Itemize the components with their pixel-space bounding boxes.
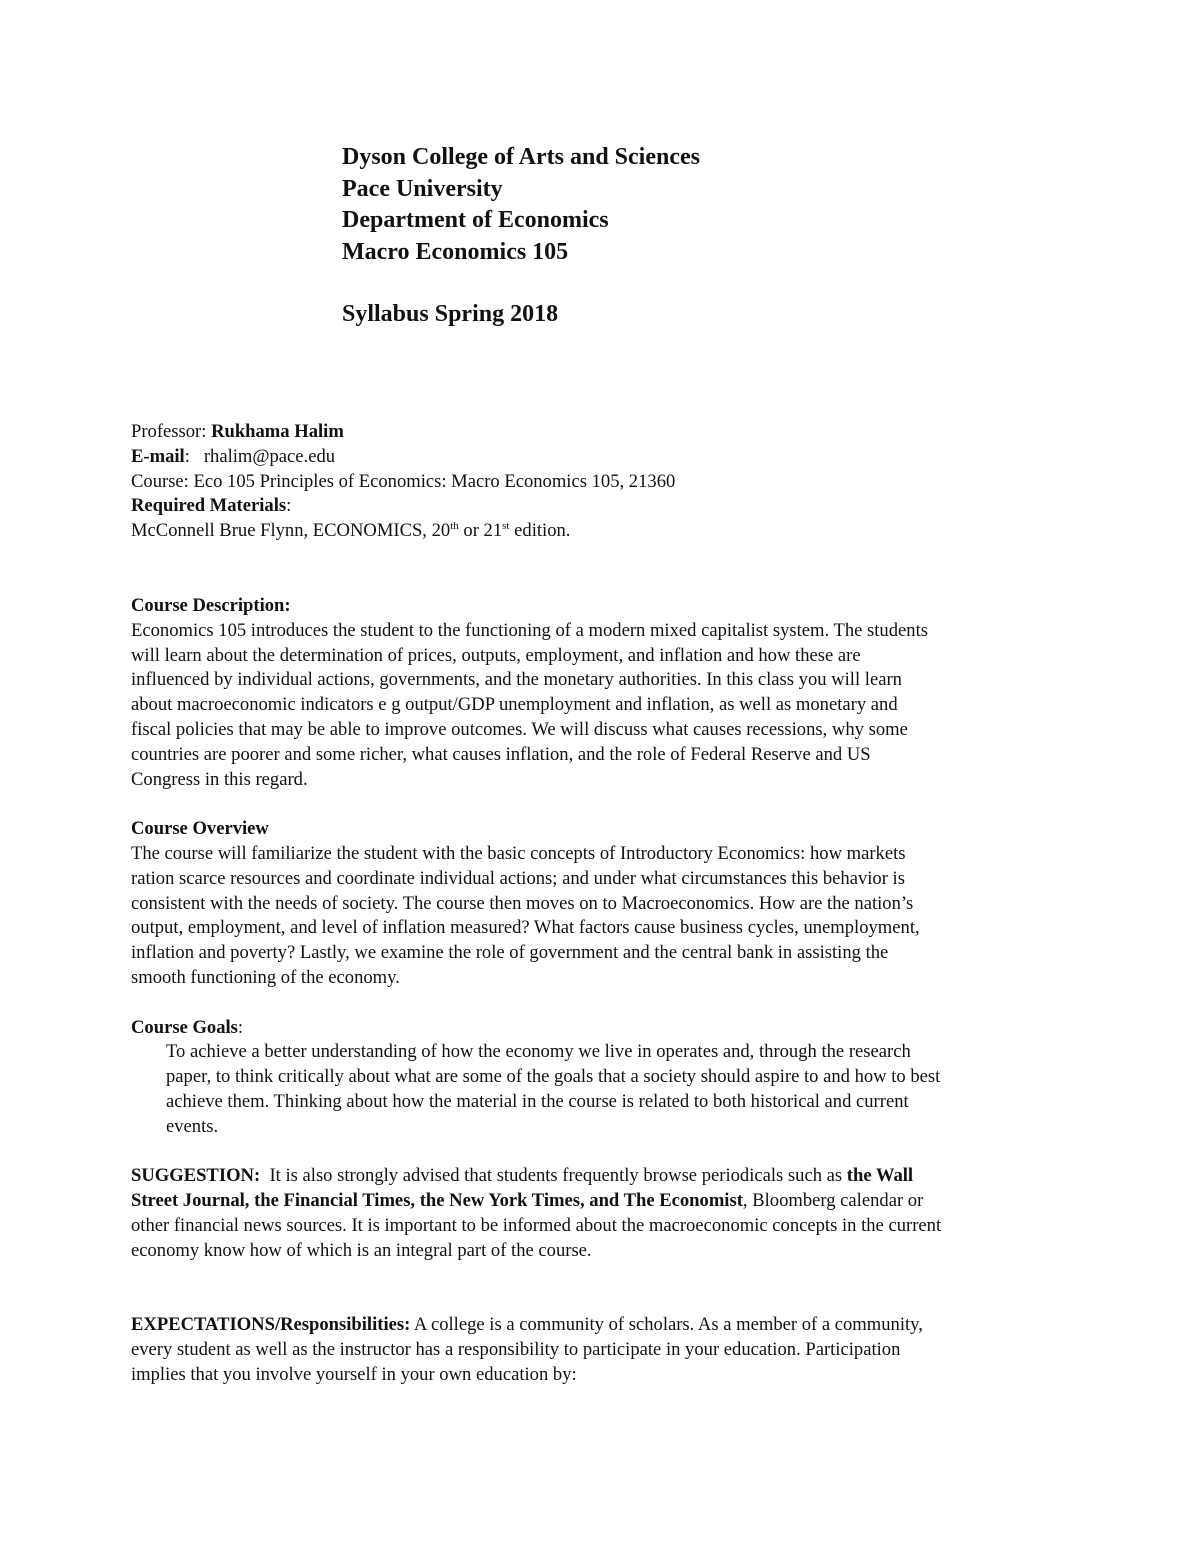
description-title: Course Description:	[131, 594, 291, 616]
overview-line: output, employment, and level of inflation measured? What factors cause business cycles, unemployment,	[131, 917, 920, 939]
spacer	[131, 792, 1076, 817]
expectations-label: EXPECTATIONS/Responsibilities:	[131, 1314, 411, 1336]
college-name: Dyson College of Arts and Sciences	[342, 144, 700, 170]
expectations-line: implies that you involve yourself in your own education by:	[131, 1363, 577, 1385]
materials-label: Required Materials	[131, 495, 287, 517]
goals-line: To achieve a better understanding of how the economy we live in operates and, through the research	[166, 1041, 911, 1063]
materials-label-line	[131, 494, 1076, 519]
overview-line: consistent with the needs of society. The course then moves on to Macroeconomics. How are the nation’s	[131, 892, 914, 914]
materials-line	[131, 519, 1076, 544]
syllabus-title: Syllabus Spring 2018	[342, 301, 559, 327]
spacer	[131, 1140, 1076, 1165]
professor-name: Rukhama Halim	[211, 421, 344, 442]
suggestion-label: SUGGESTION:	[131, 1165, 261, 1187]
description-line: Economics 105 introduces the student to the functioning of a modern mixed capitalist system. The students	[131, 619, 928, 641]
goals-title-line	[131, 1016, 1076, 1041]
suggestion-paragraph	[131, 1164, 1076, 1263]
expectations-line	[131, 1313, 1076, 1338]
goals-colon: :	[237, 1016, 244, 1038]
overview-paragraph	[131, 842, 1076, 991]
department-name: Department of Economics	[342, 207, 609, 233]
email-label: E-mail	[131, 445, 185, 467]
suggestion-line	[131, 1164, 1076, 1189]
email-value: rhalim@pace.edu	[203, 445, 336, 467]
overview-line: smooth functioning of the economy.	[131, 966, 400, 988]
suggestion-text: , Bloomberg calendar or	[742, 1190, 924, 1212]
description-line: countries are poorer and some richer, what causes inflation, and the role of Federal Reserve and US	[131, 743, 871, 765]
materials-sup-st: st	[502, 520, 510, 532]
suggestion-publications: Street Journal, the Financial Times, the New York Times, and The Economist	[131, 1190, 743, 1212]
description-paragraph	[131, 619, 1076, 793]
document-header	[342, 142, 700, 331]
goals-title: Course Goals	[131, 1016, 238, 1038]
goals-line: paper, to think critically about what are some of the goals that a society should aspire to and how to best	[166, 1066, 941, 1088]
university-name: Pace University	[342, 175, 503, 202]
materials-mid: or 21	[458, 520, 503, 542]
goals-line: events.	[166, 1115, 219, 1137]
materials-sup-th: th	[450, 520, 459, 532]
overview-title: Course Overview	[131, 818, 269, 840]
description-line: about macroeconomic indicators e g output/GDP unemployment and inflation, as well as monetary and	[131, 694, 898, 716]
document-body	[131, 420, 1076, 1387]
description-line: fiscal policies that may be able to improve outcomes. We will discuss what causes recessions, why some	[131, 718, 908, 740]
overview-line: ration scarce resources and coordinate individual actions; and under what circumstances this behavior is	[131, 867, 905, 889]
professor-label: Professor:	[131, 421, 207, 442]
professor-line	[131, 420, 1076, 445]
suggestion-line: economy know how of which is an integral part of the course.	[131, 1239, 592, 1261]
expectations-paragraph	[131, 1313, 1076, 1387]
materials-suffix: edition.	[509, 520, 571, 542]
spacer	[131, 1264, 1076, 1314]
suggestion-text: It is also strongly advised that students frequently browse periodicals such as	[260, 1165, 847, 1187]
goals-paragraph	[166, 1040, 1061, 1139]
suggestion-line: other financial news sources. It is important to be informed about the macroeconomic concepts in the current	[131, 1214, 942, 1236]
description-line: will learn about the determination of prices, outputs, employment, and inflation and how these are	[131, 644, 861, 666]
expectations-text: A college is a community of scholars. As a member of a community,	[410, 1314, 923, 1336]
expectations-line: every student as well as the instructor has a responsibility to participate in your education. Participation	[131, 1338, 901, 1360]
course-title: Macro Economics 105	[342, 238, 569, 265]
goals-line: achieve them. Thinking about how the material in the course is related to both historical and current	[166, 1090, 909, 1112]
suggestion-bold: the Wall	[846, 1165, 914, 1187]
overview-line: The course will familiarize the student with the basic concepts of Introductory Economics: how markets	[131, 842, 906, 864]
overview-line: inflation and poverty? Lastly, we examine the role of government and the central bank in assisting the	[131, 942, 889, 964]
spacer	[131, 991, 1076, 1016]
email-colon: :	[184, 445, 190, 467]
course-line: Course: Eco 105 Principles of Economics: Macro Economics 105, 21360	[131, 470, 676, 492]
email-line	[131, 445, 1076, 470]
suggestion-line	[131, 1189, 1076, 1214]
description-line: Congress in this regard.	[131, 768, 308, 790]
description-line: influenced by individual actions, governments, and the monetary authorities. In this class you will learn	[131, 669, 902, 691]
spacer	[131, 544, 1076, 594]
materials-prefix: McConnell Brue Flynn, ECONOMICS, 20	[131, 520, 451, 542]
materials-colon: :	[286, 495, 292, 517]
